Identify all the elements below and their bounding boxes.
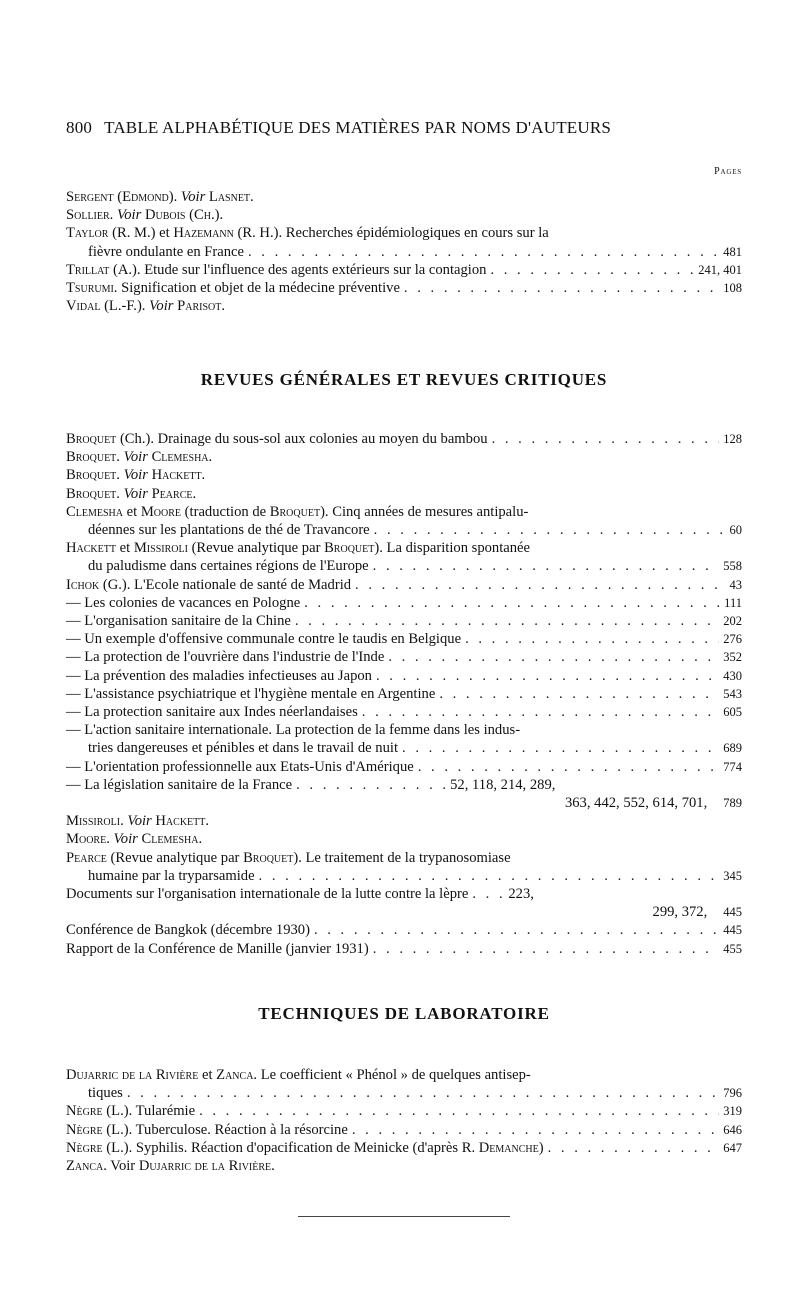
entry-hackett: Hackett et Missiroli (Revue analytique par Broquet). La disparition spontanée du paludisme dans certaines régions de l'Europe . . . 558 [66,539,742,575]
entry-negre-tularemie: Nègre (L.). Tularémie . . . 319 [66,1102,742,1120]
entry-sollier: Sollier. Voir Dubois (Ch.). [66,207,224,224]
entry-ichok: Ichok (G.). L'Ecole nationale de santé de Madrid . . . 43 [66,576,742,594]
entry-bangkok: Conférence de Bangkok (décembre 1930) . . . 445 [66,921,742,939]
page-ref: 605 [723,705,742,720]
page-ref: 646 [723,1122,742,1137]
entry-vidal: Vidal (L.-F.). Voir Parisot. [66,298,225,315]
page-ref: 319 [723,1104,742,1119]
entry-missiroli: Missiroli. Voir Hackett. [66,813,210,830]
entry-negre-syphilis: Nègre (L.). Syphilis. Réaction d'opacification de Meinicke (d'après R. Demanche) . . . 647 [66,1139,742,1157]
entry-clemesha: Clemesha et Moore (traduction de Broquet). Cinq années de mesures antipalu- déennes sur les plantations de thé de Travancore . . . 60 [66,503,742,539]
list-item: — L'orientation professionnelle aux Etats-Unis d'Amérique . . . 774 [66,758,742,776]
entry-moore: Moore. Voir Clemesha. [66,831,203,848]
pages-column-label: Pages [714,166,742,177]
page-ref: 774 [723,759,742,774]
section-title-revues: REVUES GÉNÉRALES ET REVUES CRITIQUES [200,370,608,389]
page-ref: 445 [723,923,742,938]
entry-manille: Rapport de la Conférence de Manille (janvier 1931) . . . 455 [66,940,742,958]
entry-negre-tuberculose: Nègre (L.). Tuberculose. Réaction à la résorcine . . . 646 [66,1121,742,1139]
entry-sergent: Sergent (Edmond). Voir Lasnet. [66,189,254,205]
page-ref: 60 [729,523,742,538]
page-ref: 276 [723,632,742,647]
page-ref: 445 [723,905,742,920]
entry-legislation: — La législation sanitaire de la France . . . 52, 118, 214, 289, 363, 442, 552, 614, 701, 789 [66,776,742,812]
page-ref: 111 [724,595,742,610]
list-item: — La protection sanitaire aux Indes néerlandaises . . . 605 [66,703,742,721]
entry-broquet-voir-hackett: Broquet. Voir Hackett. [66,467,206,484]
entry-dujarric: Dujarric de la Rivière et Zanca. Le coefficient « Phénol » de quelques antisep- tiques . . . 796 [66,1066,742,1102]
list-item: — La protection de l'ouvrière dans l'industrie de l'Inde . . . 352 [66,648,742,666]
entry-action-sanitaire: — L'action sanitaire internationale. La protection de la femme dans les indus- tries dangereuses et pénibles et dans le travail de nuit . . . 689 [66,721,742,757]
page-ref: 558 [723,559,742,574]
page-ref: 43 [729,577,742,592]
page-ref: 481 [723,244,742,259]
list-item: — L'assistance psychiatrique et l'hygiène mentale en Argentine . . . 543 [66,685,742,703]
entry-pearce: Pearce (Revue analytique par Broquet). Le traitement de la trypanosomiase humaine par la tryparsamide . . . 345 [66,849,742,885]
page-ref: 455 [723,941,742,956]
page-ref: 430 [723,668,742,683]
entry-documents: Documents sur l'organisation internationale de la lutte contre la lèpre . . . 223, 299, 372, 445 [66,885,742,921]
entry-broquet-voir-pearce: Broquet. Voir Pearce. [66,485,197,502]
page-ref: 647 [723,1140,742,1155]
page-ref: 345 [723,868,742,883]
section-revues [66,430,742,958]
list-item: — Un exemple d'offensive communale contre le taudis en Belgique . . . 276 [66,630,742,648]
page-ref: 108 [723,281,742,296]
page-ref: 689 [723,741,742,756]
page-ref: 796 [723,1086,742,1101]
section-techniques [66,1066,742,1175]
end-rule [298,1216,510,1217]
page-ref: 543 [723,686,742,701]
entry-broquet: Broquet (Ch.). Drainage du sous-sol aux colonies au moyen du bambou . . . 128 [66,430,742,448]
entry-tsurumi: Tsurumi. Signification et objet de la médecine préventive . . . 108 [66,279,742,297]
page-ref: 352 [723,650,742,665]
entry-taylor: Taylor (R. M.) et Hazemann (R. H.). Recherches épidémiologiques en cours sur la fièvre ondulante en France . . . 481 [66,224,742,260]
section-title-techniques: TECHNIQUES DE LABORATOIRE [258,1004,550,1023]
list-item: — La prévention des maladies infectieuses au Japon . . . 430 [66,667,742,685]
page-title: TABLE ALPHABÉTIQUE DES MATIÈRES PAR NOMS D'AUTEURS [104,118,612,137]
list-item: — Les colonies de vacances en Pologne . . . 111 [66,594,742,612]
entry-broquet-voir-clemesha: Broquet. Voir Clemesha. [66,449,213,466]
entry-trillat: Trillat (A.). Etude sur l'influence des agents extérieurs sur la contagion . . . 241, 401 [66,261,742,279]
section-authors [66,188,742,315]
page-ref: 241, 401 [698,262,742,277]
page-ref: 202 [723,614,742,629]
page-ref: 128 [723,432,742,446]
page-ref: 789 [723,796,742,811]
running-head [66,118,742,138]
page-number: 800 [66,118,93,137]
list-item: — L'organisation sanitaire de la Chine . . . 202 [66,612,742,630]
entry-zanca: Zanca. Voir Dujarric de la Rivière. [66,1158,275,1175]
